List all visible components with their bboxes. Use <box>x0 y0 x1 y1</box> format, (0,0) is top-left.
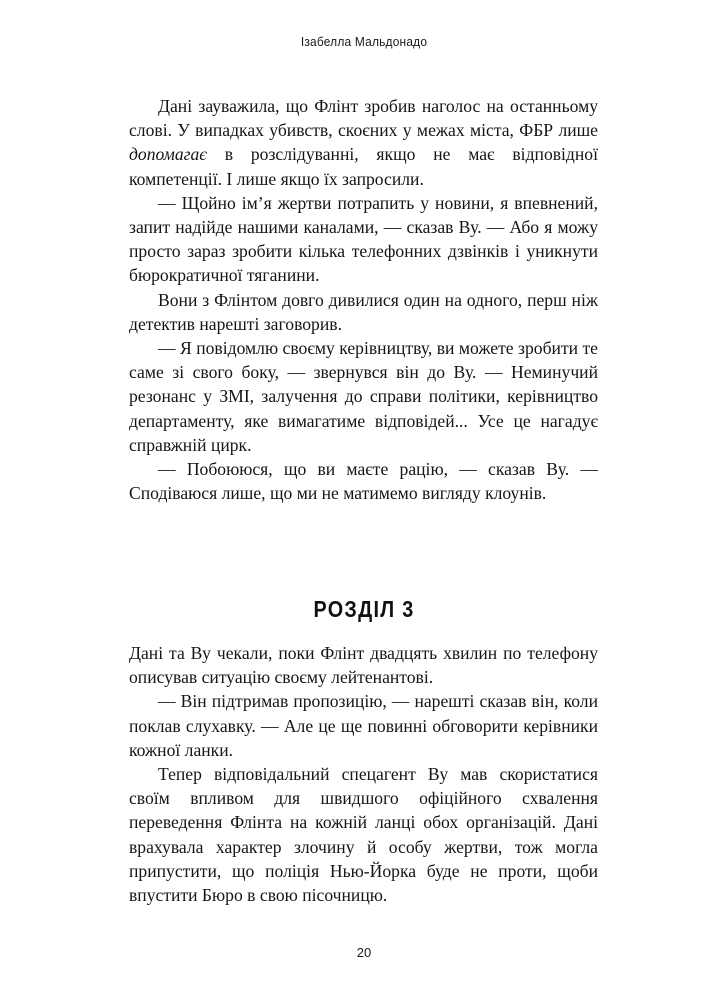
paragraph: — Побоююся, що ви маєте рацію, — сказав Ву. — Сподіваюся лише, що ми не матимемо вигляду клоунів. <box>129 459 598 504</box>
paragraph: Тепер відповідальний спецагент Ву мав скористатися своїм впливом для швидшого офіційного схвалення переведення Флінта на кожній ланці обох організацій. Дані врахувала характер злочину й особу жертви, тож могла припустити, що поліція Нью-Йорка буде не проти, щоби впустити Бюро в свою пісочницю. <box>129 764 598 906</box>
paragraph: Вони з Флінтом довго дивилися один на одного, перш ніж детектив нарешті заговорив. <box>129 289 598 334</box>
paragraph: Дані та Ву чекали, поки Флінт двадцять хвилин по телефону описував ситуацію своєму лейтенантові. <box>129 643 598 688</box>
text-block-chapter <box>129 641 598 907</box>
paragraph-text: в розслідуванні, якщо не має відповідної компетенції. І лише якщо їх запросили. <box>129 144 598 189</box>
paragraph: — Щойно ім’я жертви потрапить у новини, я впевнений, запит надійде нашими каналами, — сказав Ву. — Або я можу просто зараз зробити кілька телефонних дзвінків і уникнути бюрократичної тяганини. <box>129 192 598 286</box>
emphasized-word: допомагає <box>129 144 207 165</box>
chapter-heading: РОЗДІЛ 3 <box>313 596 415 622</box>
text-block-before-chapter <box>129 94 598 505</box>
page-number: 20 <box>356 945 372 960</box>
paragraph: — Я повідомлю своєму керівництву, ви можете зробити те саме зі свого боку, — звернувся він до Ву. — Неминучий резонанс у ЗМІ, залучення до справи політики, керівництво департаменту, яке вимагатиме відповідей... Усе це нагадує справжній цирк. <box>129 338 598 455</box>
paragraph-text: Дані зауважила, що Флінт зробив наголос на останньому слові. У випадках убивств, скоєних у межах міста, ФБР лише <box>129 96 598 141</box>
paragraph <box>129 94 598 191</box>
running-header: Ізабелла Мальдонадо <box>300 34 428 49</box>
paragraph: — Він підтримав пропозицію, — нарешті сказав він, коли поклав слухавку. — Але це ще повинні обговорити керівники кожної ланки. <box>129 691 598 760</box>
